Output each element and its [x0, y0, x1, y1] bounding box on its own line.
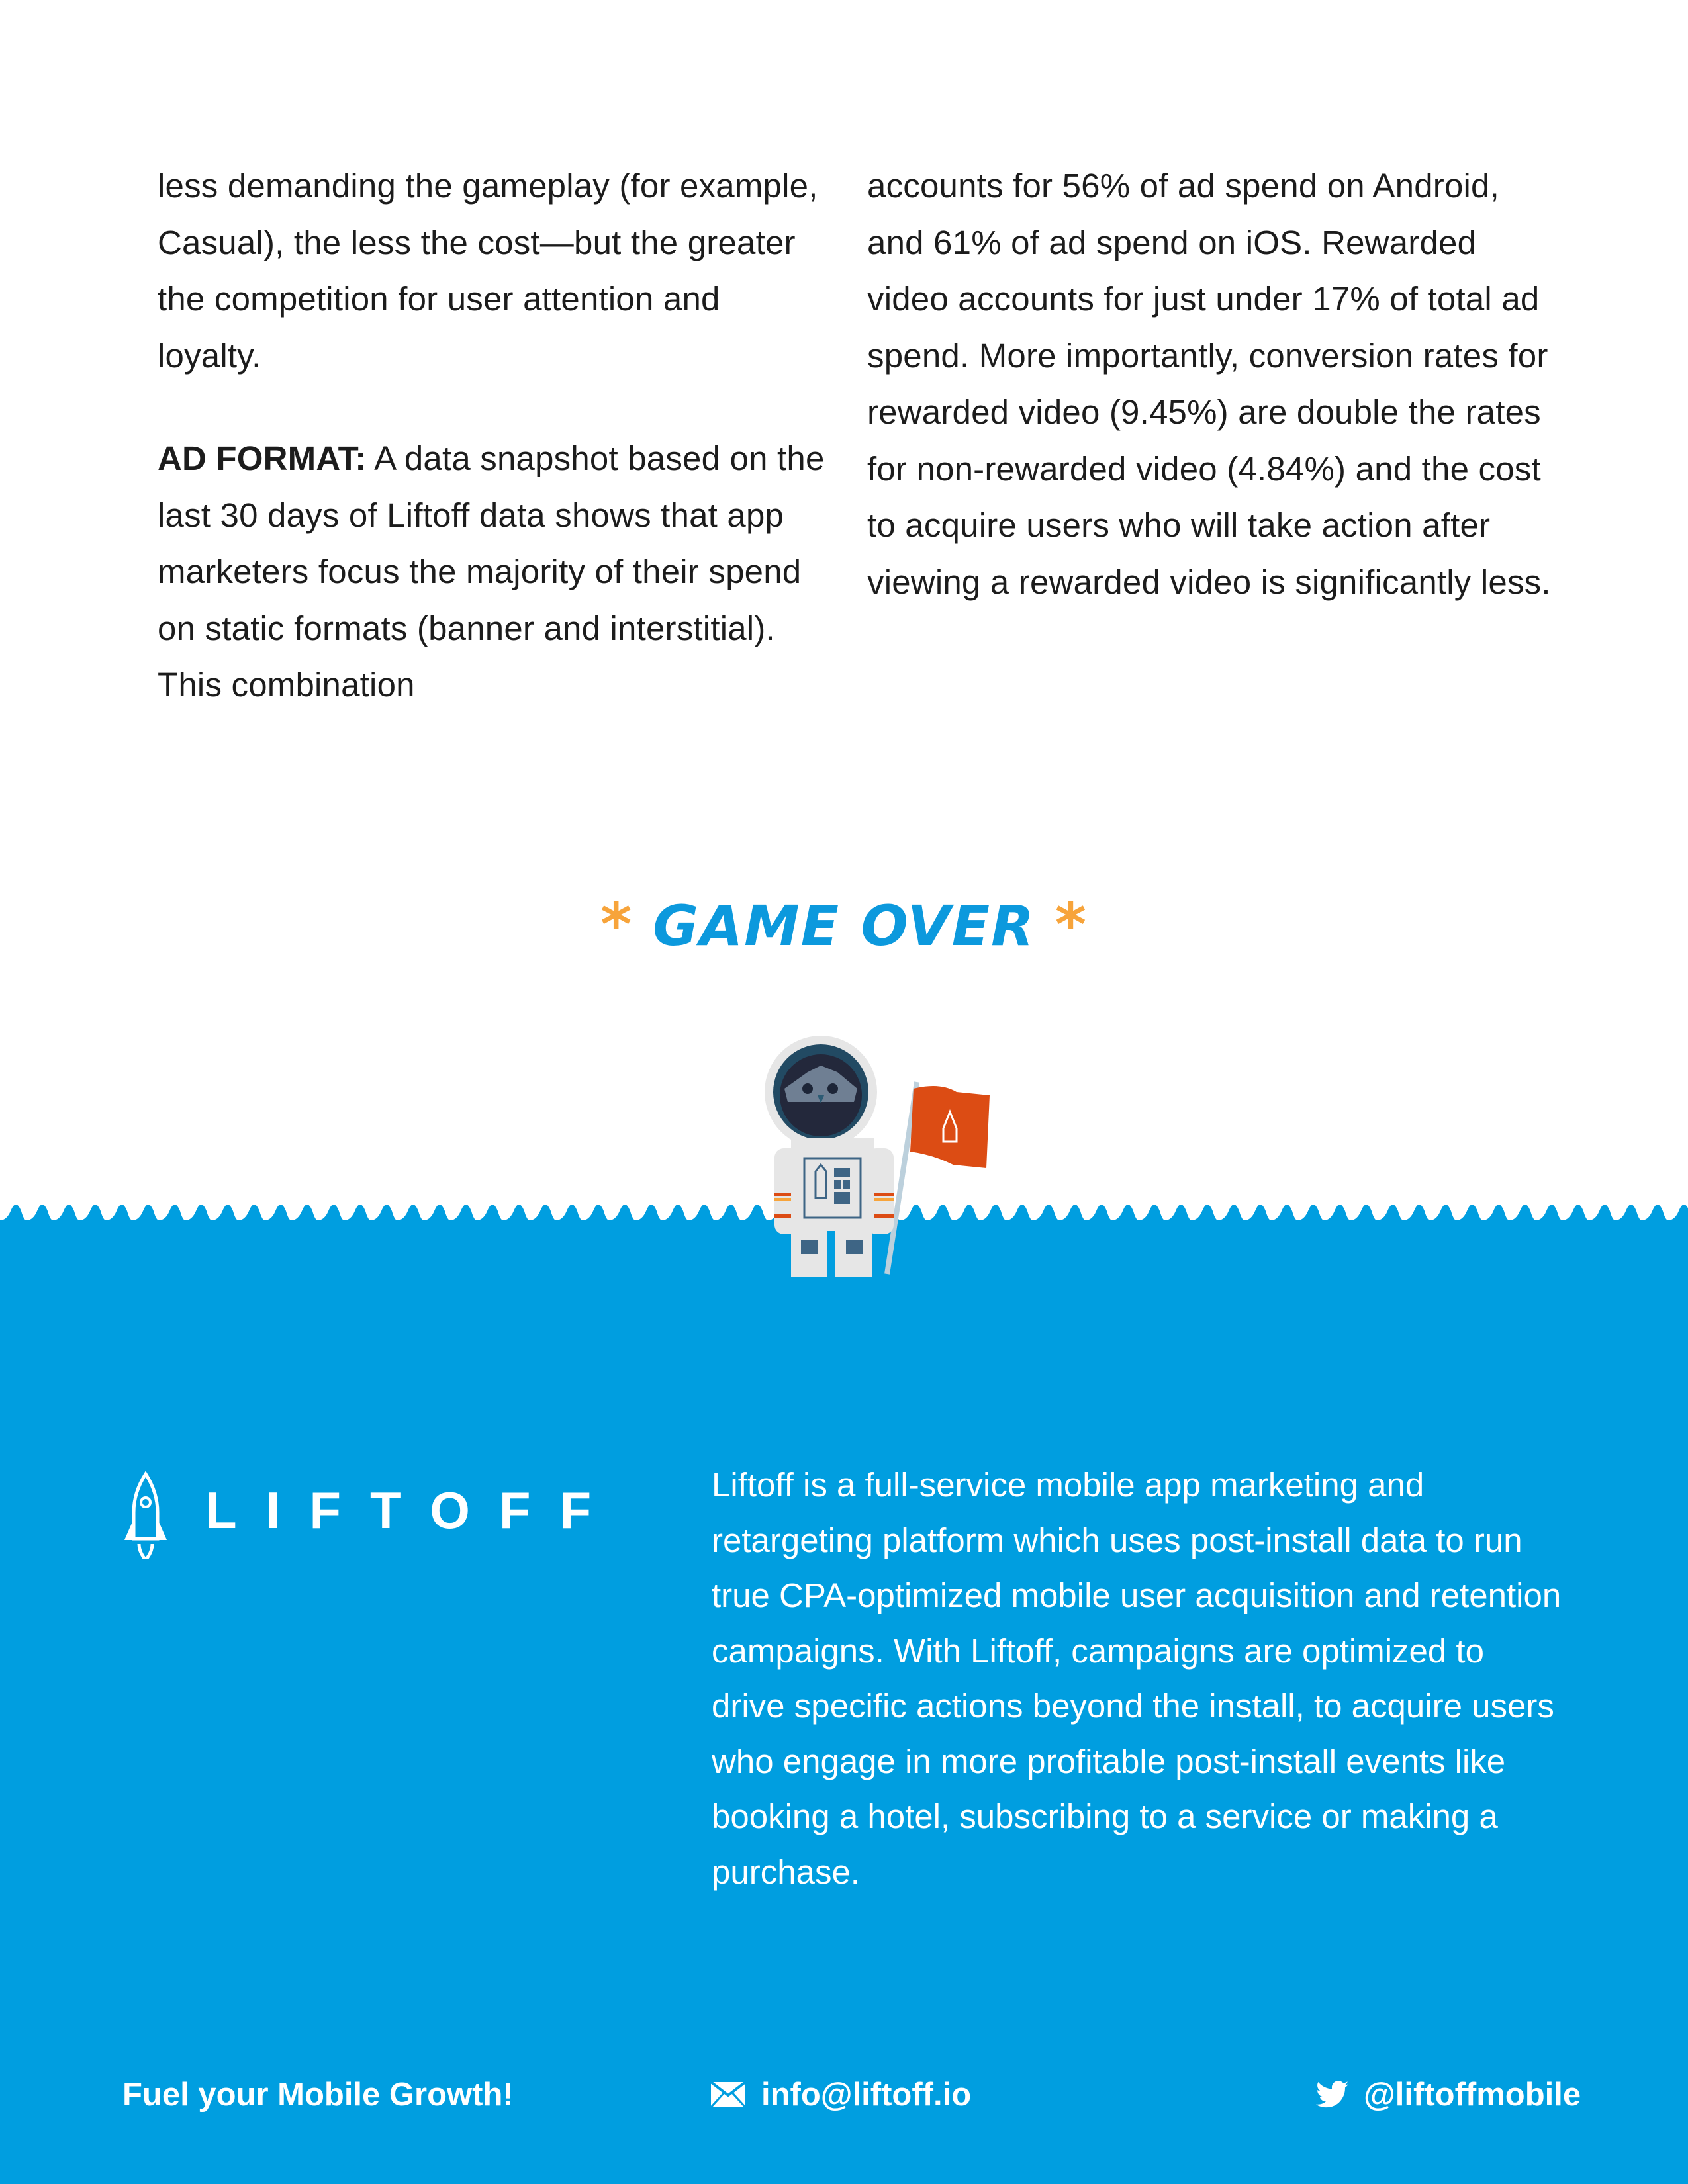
footer-twitter-link[interactable]	[1316, 2071, 1581, 2118]
liftoff-logo	[119, 1466, 621, 1559]
game-over-heading	[0, 890, 1688, 960]
footer-tagline: Fuel your Mobile Growth!	[122, 2077, 514, 2113]
envelope-icon	[710, 2081, 747, 2109]
star-icon: *	[1055, 890, 1088, 960]
flag-icon	[910, 1086, 990, 1168]
ad-format-text: A data snapshot based on the last 30 days of Liftoff data shows that app marketers focus the majority of their spend on static formats (banner and interstitial). This combination	[158, 439, 825, 704]
paragraph-gameplay: less demanding the gameplay (for example, Casual), the less the cost—but the greater the competition for user attention and loyalty.	[158, 167, 818, 375]
star-icon: *	[600, 890, 633, 960]
paragraph-rewarded-video: accounts for 56% of ad spend on Android, and 61% of ad spend on iOS. Rewarded video accounts for just under 17% of total ad spend. More importantly, conversion rates for rewarded video (9.45%) are double the rates for non-rewarded video (4.84%) and the cost to acquire users who will take action after viewing a rewarded video is significantly less.	[867, 167, 1551, 601]
right-column	[867, 158, 1562, 610]
left-column	[158, 158, 826, 713]
rocket-icon	[119, 1466, 172, 1559]
logo-wordmark: LIFTOFF	[205, 1481, 621, 1539]
paragraph-ad-format	[158, 430, 826, 713]
twitter-icon	[1316, 2080, 1349, 2109]
email-address[interactable]: info@liftoff.io	[761, 2077, 972, 2113]
astronaut-illustration	[755, 1029, 1019, 1281]
footer-email-link[interactable]	[710, 2071, 971, 2118]
company-description: Liftoff is a full-service mobile app marketing and retargeting platform which uses post-install data to run true CPA-optimized mobile user acquisition and retention campaigns. With Liftoff, campaigns are optimized to drive specific actions beyond the install, to acquire users who engage in more profitable post-install events like booking a hotel, subscribing to a service or making a purchase.	[712, 1466, 1562, 1891]
ad-format-label: AD FORMAT:	[158, 439, 367, 477]
game-over-text: GAME OVER	[653, 893, 1035, 958]
twitter-handle[interactable]: @liftoffmobile	[1364, 2077, 1581, 2113]
